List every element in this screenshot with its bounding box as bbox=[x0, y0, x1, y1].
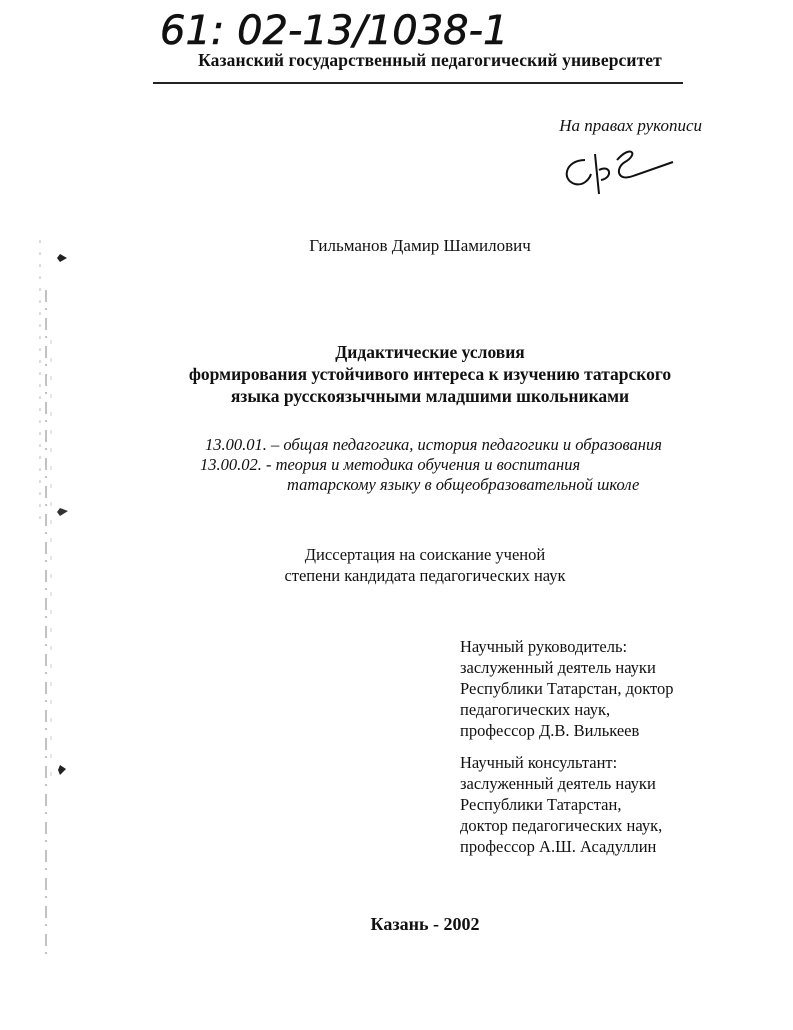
degree-line: степени кандидата педагогических наук bbox=[284, 566, 566, 585]
signature bbox=[555, 140, 675, 198]
supervisor-line: педагогических наук, bbox=[460, 700, 611, 719]
specialty-line: 13.00.01. – общая педагогика, история педагогики и образования bbox=[205, 435, 662, 454]
supervisor-line: Республики Татарстан, доктор bbox=[460, 679, 674, 698]
specialty-line: татарскому языку в общеобразовательной школе bbox=[287, 475, 640, 494]
supervisor-line: профессор Д.В. Вилькеев bbox=[460, 721, 640, 740]
supervisor-block bbox=[460, 636, 674, 741]
university-name: Казанский государственный педагогический университет bbox=[198, 50, 662, 70]
degree-statement bbox=[200, 544, 650, 586]
title-line: формирования устойчивого интереса к изучению татарского bbox=[188, 364, 672, 384]
dissertation-title bbox=[120, 341, 740, 407]
specialty-line: 13.00.02. - теория и методика обучения и воспитания bbox=[200, 455, 581, 474]
rights-note: На правах рукописи bbox=[559, 116, 702, 135]
archive-code-text: 61: 02-13/1038-1 bbox=[160, 8, 509, 54]
consultant-line: заслуженный деятель науки bbox=[460, 774, 656, 793]
header-divider bbox=[153, 82, 683, 84]
degree-line: Диссертация на соискание ученой bbox=[304, 545, 546, 564]
title-line: языка русскоязычными младшими школьниками bbox=[230, 386, 630, 406]
supervisor-line: Научный руководитель: bbox=[460, 637, 628, 656]
supervisor-line: заслуженный деятель науки bbox=[460, 658, 656, 677]
consultant-line: Научный консультант: bbox=[460, 753, 618, 772]
consultant-line: доктор педагогических наук, bbox=[460, 816, 663, 835]
scan-edge-artifacts bbox=[0, 0, 80, 1025]
consultant-line: Республики Татарстан, bbox=[460, 795, 622, 814]
archive-code-handwritten bbox=[160, 2, 560, 54]
author-name: Гильманов Дамир Шамилович bbox=[309, 236, 531, 255]
city-year: Казань - 2002 bbox=[370, 914, 480, 934]
consultant-block bbox=[460, 752, 662, 857]
title-line: Дидактические условия bbox=[335, 342, 525, 362]
consultant-line: профессор А.Ш. Асадуллин bbox=[460, 837, 657, 856]
